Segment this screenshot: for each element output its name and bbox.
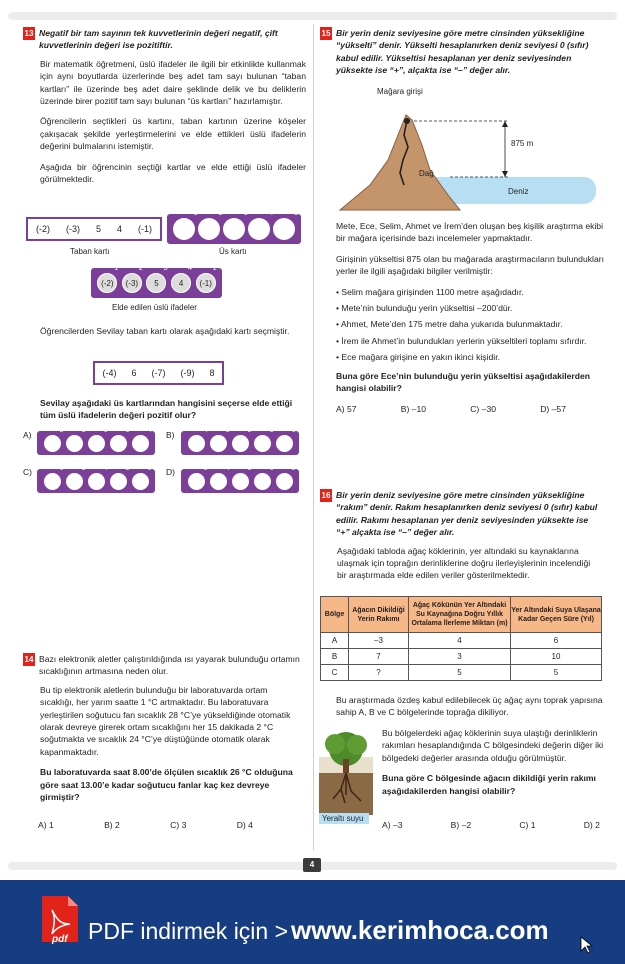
footer-text: PDF indirmek için > bbox=[88, 918, 289, 944]
top-bar bbox=[8, 12, 617, 20]
question-number: 16 bbox=[321, 491, 331, 500]
mountain-label: Dağ bbox=[419, 169, 434, 178]
option-d[interactable]: D) 2 bbox=[583, 820, 600, 830]
answer-options bbox=[382, 819, 600, 831]
table-row: B 7 3 10 bbox=[321, 649, 602, 665]
column-divider bbox=[313, 24, 314, 850]
paragraph: Aşağıda bir öğrencinin seçtiği kartlar ve elde ettiği üslü ifadeler görülmektedir. bbox=[40, 161, 306, 185]
option-c[interactable]: C) 3 bbox=[170, 820, 187, 830]
question-intro: Negatif bir tam sayının tek kuvvetlerinin değeri negatif, çift kuvvetlerinin değeri ise pozitiftir. bbox=[39, 28, 278, 51]
question-16 bbox=[320, 489, 602, 590]
answer-options bbox=[38, 819, 303, 831]
card-number: 4 bbox=[116, 224, 122, 234]
question-text: Buna göre C bölgesinde ağacın dikildiği yerin rakımı aşağıdakilerden hangisi olabilir? bbox=[382, 773, 596, 796]
option-c[interactable]: C) 1 bbox=[519, 820, 536, 830]
paragraph: Bu bölgelerdeki ağaç köklerinin suya ulaştığı derinliklerin rakımları hesaplandığında C bölgesindeki değerin diğer iki bölgedeki değerler arasında olduğu görülmüştür. bbox=[382, 728, 604, 763]
question-text: Bu laboratuvarda saat 8.00’de ölçülen sıcaklık 26 °C olduğuna göre saat 13.00’e kadar soğutucu fanlar kaç kez devreye girmiştir? bbox=[40, 767, 293, 803]
sea-label: Deniz bbox=[508, 187, 529, 196]
result-expression: 5 3 bbox=[146, 273, 166, 293]
answer-options bbox=[336, 403, 596, 415]
option-c-letter[interactable]: C) bbox=[23, 467, 32, 477]
table-header: Ağacın Dikildiği Yerin Rakımı bbox=[349, 597, 409, 633]
option-b[interactable]: B) 2 bbox=[104, 820, 120, 830]
paragraph: Bir matematik öğretmeni, üslü ifadeler ile ilgili bir etkinlikte kullanmak için aynı boyutlarda üzerlerinde beş adet tam sayı bulunan “taban kartları” ile üzerinde beş adet daire şeklinde delik ve bu deliklerin üzerinde birer pozitif tam sayı bulunan “üs kartları” hazırlamıştır. bbox=[40, 58, 306, 107]
question-text: Buna göre Ece’nin bulunduğu yerin yükseltisi aşağıdakilerden hangisi olabilir? bbox=[336, 370, 591, 394]
question-number: 15 bbox=[321, 29, 331, 38]
table-row: C ? 5 5 bbox=[321, 665, 602, 681]
paragraph: Mete, Ece, Selim, Ahmet ve İrem’den oluşan beş kişilik araştırma ekibi bir mağara içerisinde bazı incelemeler yapmaktadır. bbox=[336, 221, 603, 244]
card-number: (-9) bbox=[180, 368, 195, 378]
result-expression: (-2) 1 bbox=[97, 273, 117, 293]
mountain-cave-figure bbox=[330, 85, 600, 215]
option-d[interactable]: D) –57 bbox=[540, 404, 566, 414]
hole: 4 bbox=[248, 218, 270, 240]
option-b[interactable]: B) –10 bbox=[400, 404, 427, 414]
table-header: Bölge bbox=[321, 597, 349, 633]
question-15-body bbox=[336, 220, 605, 402]
question-14 bbox=[23, 653, 303, 811]
paragraph: Bu tip elektronik aletlerin bulunduğu bir laboratuvarda ortam sıcaklığı, her yarım saatte 1 °C artmaktadır. Bu laboratuvara yerleştirilen soğutucu fan sıcaklık 28 °C’ye yükseldiğinde otomatik olarak devreye girerek ortam sıcaklığını her 15 dakikada 2 °C soğutmakta ve sıcaklık 24 °C’ye düştüğünde otomatik olarak kapanmaktadır. bbox=[40, 684, 291, 757]
cursor-arrow-icon bbox=[580, 936, 594, 954]
cave-entrance-label: Mağara girişi bbox=[377, 87, 423, 96]
question-intro: Bir yerin deniz seviyesine göre metre cinsinden yüksekliğine “rakım” denir. Rakım hesaplanırken deniz seviyesi 0 (sıfır) kabul edilir. Rakımı hesaplanan yer deniz seviyesinden yüksekte ise “+” alçakta ise “–” değer alır. bbox=[336, 490, 598, 538]
table-header: Yer Altındaki Suya Ulaşana Kadar Geçen Süre (Yıl) bbox=[511, 597, 602, 633]
card-number: (-1) bbox=[137, 224, 152, 234]
result-card bbox=[91, 263, 222, 298]
card-number: 8 bbox=[209, 368, 215, 378]
paragraph: Aşağıdaki tabloda ağaç köklerinin, yer altındaki su kaynaklarına ulaşmak için toprağın derinliklerine doğru ilerleyişlerinin incelendiği bir araştırmada elde edilen veriler gösterilmektedir. bbox=[337, 545, 591, 581]
question-15 bbox=[320, 27, 602, 77]
option-d-letter[interactable]: D) bbox=[166, 467, 175, 477]
paragraph: Bazı elektronik aletler çalıştırıldığında ısı yayarak bulunduğu ortamın sıcaklığının artmasına neden olur. bbox=[39, 654, 300, 677]
result-label: Elde edilen üslü ifadeler bbox=[112, 303, 197, 312]
paragraph: Girişinin yükseltisi 875 olan bu mağarada araştırmacıların bulundukları yerler ile ilgili aşağıdaki bilgiler verilmiştir: bbox=[336, 253, 604, 277]
option-d-card[interactable]: 3 4 5 6 2 bbox=[181, 469, 299, 493]
card-number: (-4) bbox=[102, 368, 117, 378]
option-a-card[interactable]: 2 3 6 5 4 bbox=[37, 431, 155, 455]
card-number: (-7) bbox=[151, 368, 166, 378]
mountain-shape bbox=[340, 115, 460, 210]
tree-figure bbox=[319, 727, 373, 815]
option-c-card[interactable]: 6 3 4 2 5 bbox=[37, 469, 155, 493]
option-b-letter[interactable]: B) bbox=[166, 430, 175, 440]
table-row: A –3 4 6 bbox=[321, 633, 602, 649]
bullet-item: • Mete’nin bulunduğu yerin yükseltisi –200’dür. bbox=[336, 303, 513, 314]
bullet-item: • İrem ile Ahmet’in bulundukları yerlerin yükseltileri toplamı sıfırdır. bbox=[336, 335, 587, 346]
data-table bbox=[320, 596, 602, 681]
option-c[interactable]: C) –30 bbox=[470, 404, 497, 414]
footer-site-link[interactable]: www.kerimhoca.com bbox=[291, 915, 549, 945]
card-number: (-2) bbox=[35, 224, 50, 234]
base-card bbox=[26, 217, 162, 241]
question-16-body bbox=[382, 727, 604, 805]
hole: 1 bbox=[173, 218, 195, 240]
exponent-card-label: Üs kartı bbox=[219, 247, 247, 256]
paragraph: Öğrencilerden Sevilay taban kartı olarak aşağıdaki kartı seçmiştir. bbox=[40, 326, 290, 336]
bullet-item: • Selim mağara girişinden 1100 metre aşağıdadır. bbox=[336, 286, 524, 297]
pdf-badge: pdf bbox=[52, 934, 68, 945]
table-header: Ağaç Kökünün Yer Altındaki Su Kaynağına Doğru Yıllık Ortalama İlerleme Miktarı (m) bbox=[409, 597, 511, 633]
tree-trunk bbox=[343, 759, 349, 773]
footer-banner[interactable] bbox=[0, 880, 625, 964]
question-number: 13 bbox=[24, 29, 34, 38]
option-a-letter[interactable]: A) bbox=[23, 430, 32, 440]
hole: 2 bbox=[198, 218, 220, 240]
question-text: Sevilay aşağıdaki üs kartlarından hangisini seçerse elde ettiği tüm üslü ifadelerin değeri pozitif olur? bbox=[40, 398, 293, 421]
paragraph: Bu araştırmada özdeş kabul edilebilecek üç ağaç aynı toprak yapısına sahip A, B ve C bölgelerinde toprağa dikiliyor. bbox=[336, 695, 603, 718]
hole: 5 bbox=[273, 218, 295, 240]
card-number: 6 bbox=[131, 368, 137, 378]
question-13 bbox=[23, 27, 306, 193]
paragraph: Öğrencilerin seçtikleri üs kartını, taban kartının üzerine köşeler çakışacak şekilde yerleştirmelerini ve elde ettikleri üslü ifadelerin değerini bulmalarını istemiştir. bbox=[40, 116, 306, 152]
hole: 3 bbox=[223, 218, 245, 240]
result-expression: (-1) 1 bbox=[196, 273, 216, 293]
option-d[interactable]: D) 4 bbox=[236, 820, 253, 830]
sevilay-card bbox=[93, 361, 224, 385]
question-intro: Bir yerin deniz seviyesine göre metre cinsinden yüksekliğine “yükselti” denir. Yükselti hesaplanırken deniz seviyesi 0 (sıfır) kabul edilir. Yükseltisi hesaplanan yer deniz seviyesinden yüksekte ise “+”, alçakta ise “–” değer alır. bbox=[336, 28, 589, 76]
option-a[interactable]: A) 1 bbox=[38, 820, 54, 830]
option-a[interactable]: A) –3 bbox=[382, 820, 403, 830]
card-number: (-3) bbox=[65, 224, 80, 234]
cave-entrance-dot bbox=[404, 118, 410, 124]
option-b[interactable]: B) –2 bbox=[450, 820, 472, 830]
option-a[interactable]: A) 57 bbox=[336, 404, 357, 414]
height-label: 875 m bbox=[511, 139, 534, 148]
bullet-item: • Ece mağara girişine en yakın ikinci kişidir. bbox=[336, 352, 500, 363]
base-card-label: Taban kartı bbox=[70, 247, 110, 256]
result-expression: (-3) 2 bbox=[122, 273, 142, 293]
page-number: 4 bbox=[303, 858, 321, 872]
bullet-item: • Ahmet, Mete’den 175 metre daha yukarıda bulunmaktadır. bbox=[336, 319, 563, 330]
table-header-row bbox=[321, 597, 602, 633]
result-expression: 4 4 bbox=[171, 273, 191, 293]
groundwater-label: Yeraltı suyu bbox=[319, 813, 369, 824]
question-number: 14 bbox=[24, 655, 34, 664]
exponent-card bbox=[167, 208, 301, 244]
card-number: 5 bbox=[95, 224, 101, 234]
option-b-card[interactable]: 4 5 2 3 6 bbox=[181, 431, 299, 455]
